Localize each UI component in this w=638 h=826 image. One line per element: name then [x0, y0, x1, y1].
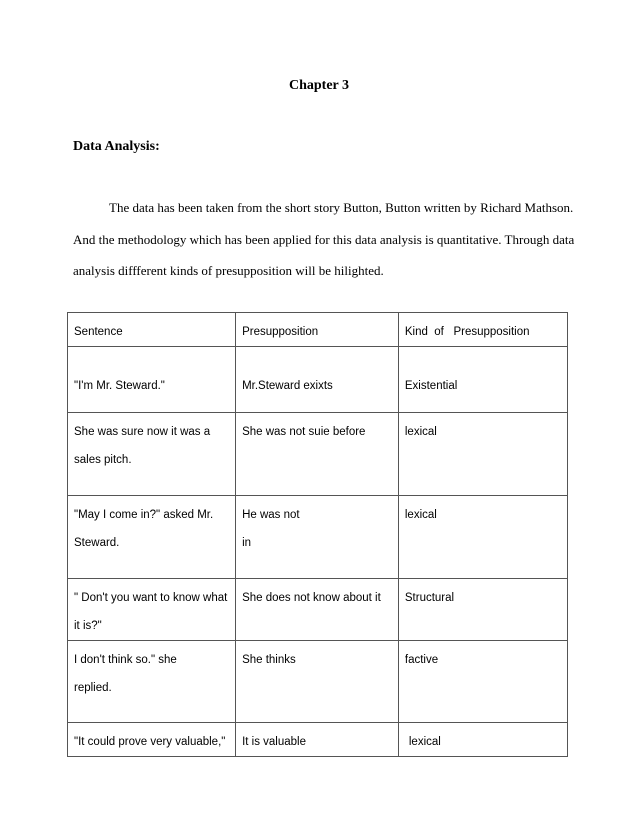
cell-line: lexical: [404, 509, 437, 521]
table-row: [68, 347, 568, 413]
cell-line: "It could prove very valuable,": [74, 736, 226, 748]
cell-line: It is valuable: [242, 736, 306, 748]
cell-line: "May I come in?" asked Mr.: [74, 509, 214, 521]
header-presupposition: Presupposition: [236, 313, 399, 347]
presupposition-cell: [236, 347, 399, 413]
sentence-cell: [68, 347, 236, 413]
cell-line: She thinks: [242, 654, 296, 666]
chapter-title: Chapter 3: [288, 78, 350, 93]
kind-cell: [398, 413, 567, 496]
presupposition-table: [67, 312, 568, 757]
presupposition-cell: [236, 413, 399, 496]
cell-line: I don't think so." she: [74, 654, 177, 666]
table-row: [68, 579, 568, 641]
cell-line: replied.: [74, 682, 112, 694]
cell-line: lexical: [404, 426, 437, 438]
sentence-cell: [68, 413, 236, 496]
cell-line: in: [242, 537, 252, 549]
paragraph-line: And the methodology which has been applied for this data analysis is quantitative. Through data: [73, 232, 575, 247]
header-sentence: Sentence: [68, 313, 236, 347]
section-heading: Data Analysis:: [73, 139, 160, 154]
cell-line: She was not suie before: [242, 426, 366, 438]
kind-cell: [398, 347, 567, 413]
cell-line: lexical: [408, 736, 441, 748]
cell-line: Mr.Steward exixts: [242, 380, 333, 392]
presupposition-cell: [236, 723, 399, 757]
sentence-cell: [68, 641, 236, 723]
sentence-cell: [68, 579, 236, 641]
presupposition-cell: [236, 579, 399, 641]
presupposition-cell: [236, 496, 399, 579]
table-row: [68, 641, 568, 723]
cell-line: She was sure now it was a: [74, 426, 211, 438]
table-row: [68, 723, 568, 757]
header-kind: Kind of Presupposition: [398, 313, 567, 347]
cell-line: sales pitch.: [74, 454, 132, 466]
presupposition-cell: [236, 641, 399, 723]
cell-line: He was not: [242, 509, 300, 521]
table-header-row: [68, 313, 568, 347]
cell-line: it is?": [74, 620, 102, 632]
paragraph-line: analysis diffferent kinds of presupposition will be hilighted.: [73, 263, 384, 278]
cell-line: Structural: [404, 592, 455, 604]
cell-line: Steward.: [74, 537, 120, 549]
table-row: [68, 496, 568, 579]
cell-line: " Don't you want to know what: [74, 592, 228, 604]
cell-line: She does not know about it: [242, 592, 381, 604]
kind-cell: [398, 579, 567, 641]
paragraph-line: The data has been taken from the short story Button, Button written by Richard Mathson.: [109, 200, 574, 215]
kind-cell: [398, 723, 567, 757]
kind-cell: [398, 641, 567, 723]
table-row: [68, 413, 568, 496]
cell-line: factive: [404, 654, 439, 666]
cell-line: Existential: [404, 380, 458, 392]
sentence-cell: [68, 496, 236, 579]
cell-line: "I'm Mr. Steward.": [74, 380, 165, 392]
sentence-cell: [68, 723, 236, 757]
kind-cell: [398, 496, 567, 579]
